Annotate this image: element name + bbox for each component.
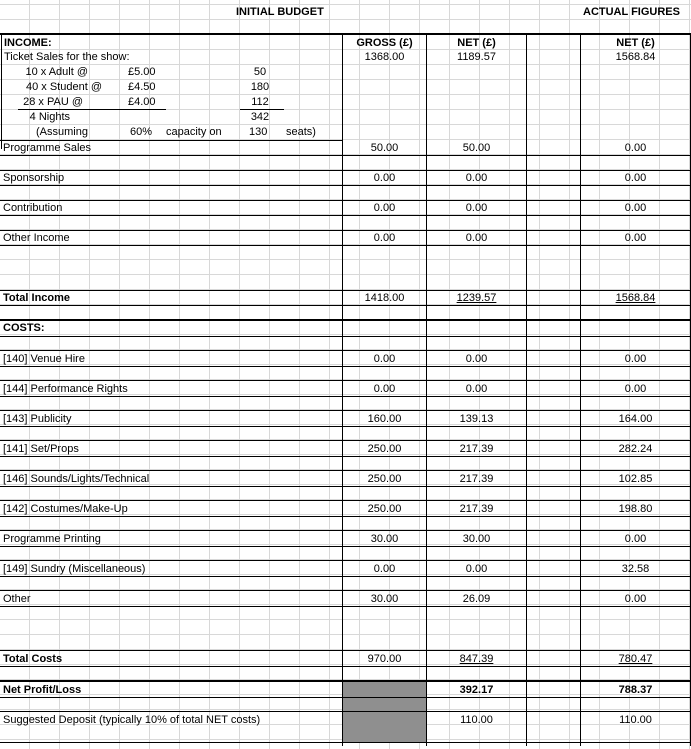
other-income-actual: 0.00: [624, 232, 647, 244]
programme-printing-label: Programme Printing: [3, 533, 101, 545]
seats-label: seats): [286, 126, 316, 138]
costumes-gross: 250.00: [367, 503, 402, 515]
sponsorship-net: 0.00: [465, 172, 488, 184]
venue-hire-actual: 0.00: [624, 353, 647, 365]
row-line: [0, 742, 691, 743]
gross-header: GROSS (£): [356, 37, 413, 49]
net-total-header: 1189.57: [457, 51, 496, 63]
set-props-actual: 282.24: [618, 443, 653, 455]
sundry-net: 0.00: [465, 563, 488, 575]
costumes-label: [142] Costumes/Make-Up: [3, 503, 128, 515]
header-rule: [0, 33, 691, 35]
suggested-deposit-actual: 110.00: [619, 714, 652, 726]
costs-title: COSTS:: [3, 322, 45, 334]
capacity-on-label: capacity on: [166, 126, 222, 138]
ticket-adult-price: £5.00: [128, 66, 156, 78]
total-income-label: Total Income: [3, 292, 71, 304]
costumes-net: 217.39: [459, 503, 494, 515]
other-income-net: 0.00: [465, 232, 488, 244]
row-line: [0, 530, 691, 531]
other-cost-net: 26.09: [462, 593, 491, 605]
venue-hire-label: [140] Venue Hire: [3, 353, 85, 365]
row-line: [0, 350, 691, 351]
row-line: [0, 486, 691, 487]
contribution-net: 0.00: [465, 202, 488, 214]
sundry-actual: 32.58: [621, 563, 650, 575]
sounds-lights-net: 217.39: [459, 473, 494, 485]
contribution-label: Contribution: [3, 202, 63, 214]
ticket-pau-label: 28 x PAU @: [23, 96, 83, 108]
total-costs-gross: 970.00: [367, 653, 402, 665]
actual-figures-heading: ACTUAL FIGURES: [583, 6, 680, 18]
ticket-student-price: £4.50: [128, 81, 156, 93]
sounds-lights-gross: 250.00: [367, 473, 402, 485]
suggested-deposit-net: 110.00: [460, 714, 493, 726]
row-line: [0, 590, 691, 591]
row-line: [0, 305, 691, 306]
set-props-net: 217.39: [459, 443, 494, 455]
nights-total: 342: [250, 111, 270, 123]
set-props-gross: 250.00: [367, 443, 402, 455]
programme-sales-gross: 50.00: [370, 142, 399, 154]
sounds-lights-actual: 102.85: [618, 473, 653, 485]
performance-rights-net: 0.00: [465, 383, 488, 395]
performance-rights-label: [144] Performance Rights: [3, 383, 128, 395]
row-line: [0, 560, 691, 561]
ticket-pau-price: £4.00: [128, 96, 156, 108]
publicity-net: 139.13: [459, 413, 494, 425]
net-profit-label: Net Profit/Loss: [3, 684, 82, 696]
performance-rights-actual: 0.00: [624, 383, 647, 395]
sundry-gross: 0.00: [373, 563, 396, 575]
row-line: [0, 410, 691, 411]
income-title: INCOME:: [4, 37, 52, 49]
total-income-net: 1239.57: [456, 292, 497, 304]
net-col-right: [526, 34, 527, 746]
sponsorship-gross: 0.00: [373, 172, 396, 184]
ticket-sales-title: Ticket Sales for the show:: [4, 51, 130, 63]
programme-printing-actual: 0.00: [624, 533, 647, 545]
ticket-pau-count: 112: [251, 96, 269, 108]
publicity-gross: 160.00: [367, 413, 402, 425]
programme-sales-label: Programme Sales: [3, 142, 92, 154]
suggested-deposit-label: Suggested Deposit (typically 10% of total NET costs): [3, 714, 261, 726]
row-line: [0, 440, 691, 441]
contribution-actual: 0.00: [624, 202, 647, 214]
row-line: [0, 426, 691, 427]
nights-label: 4 Nights: [29, 111, 70, 123]
total-income-gross: 1418.00: [364, 292, 405, 304]
total-income-actual: 1568.84: [615, 292, 656, 304]
other-income-gross: 0.00: [373, 232, 396, 244]
other-cost-label: Other: [3, 593, 31, 605]
gross-total-header: 1368.00: [364, 51, 405, 63]
costs-rule: [0, 319, 691, 321]
row-line: [0, 380, 691, 381]
programme-sales-actual: 0.00: [624, 142, 647, 154]
assuming-label: (Assuming: [36, 126, 88, 138]
row-line: [0, 697, 691, 698]
income-box-left: [1, 34, 2, 149]
performance-rights-gross: 0.00: [373, 383, 396, 395]
programme-printing-gross: 30.00: [370, 533, 399, 545]
row-line: [0, 456, 691, 457]
ticket-student-count: 180: [250, 81, 270, 93]
publicity-actual: 164.00: [618, 413, 653, 425]
actual-total-header: 1568.84: [615, 51, 656, 63]
publicity-label: [143] Publicity: [3, 413, 72, 425]
row-line: [0, 650, 691, 651]
row-line: [0, 576, 691, 577]
row-line: [0, 500, 691, 501]
row-line: [0, 336, 691, 337]
sundry-label: [149] Sundry (Miscellaneous): [3, 563, 146, 575]
actual-net-header: NET (£): [616, 37, 655, 49]
contribution-gross: 0.00: [373, 202, 396, 214]
programme-printing-net: 30.00: [462, 533, 491, 545]
row-line: [0, 606, 691, 607]
row-line: [0, 666, 691, 667]
row-line: [0, 516, 691, 517]
sponsorship-label: Sponsorship: [3, 172, 65, 184]
capacity-pct: 60%: [130, 126, 153, 138]
row-line: [0, 366, 691, 367]
programme-sales-net: 50.00: [462, 142, 491, 154]
ticket-adult-count: 50: [253, 66, 267, 78]
venue-hire-gross: 0.00: [373, 353, 396, 365]
ticket-adult-label: 10 x Adult @: [25, 66, 88, 78]
net-profit-net: 392.17: [459, 684, 494, 696]
initial-budget-heading: INITIAL BUDGET: [236, 6, 324, 18]
row-line: [0, 245, 691, 246]
row-line: [0, 396, 691, 397]
ticket-student-label: 40 x Student @: [26, 81, 102, 93]
gross-shaded-cell: [343, 712, 426, 742]
total-costs-actual: 780.47: [618, 653, 653, 665]
net-header: NET (£): [457, 37, 496, 49]
sounds-lights-label: [146] Sounds/Lights/Technical: [3, 473, 150, 485]
row-line: [0, 185, 691, 186]
other-cost-gross: 30.00: [370, 593, 399, 605]
row-line: [0, 215, 691, 216]
net-profit-actual: 788.37: [618, 684, 653, 696]
total-costs-net: 847.39: [459, 653, 494, 665]
other-income-label: Other Income: [3, 232, 70, 244]
sponsorship-actual: 0.00: [624, 172, 647, 184]
venue-hire-net: 0.00: [465, 353, 488, 365]
row-line: [0, 470, 691, 471]
costumes-actual: 198.80: [618, 503, 653, 515]
total-costs-label: Total Costs: [3, 653, 63, 665]
row-line: [0, 546, 691, 547]
row-line: [0, 155, 691, 156]
other-cost-actual: 0.00: [624, 593, 647, 605]
seats-number: 130: [249, 126, 268, 138]
set-props-label: [141] Set/Props: [3, 443, 79, 455]
